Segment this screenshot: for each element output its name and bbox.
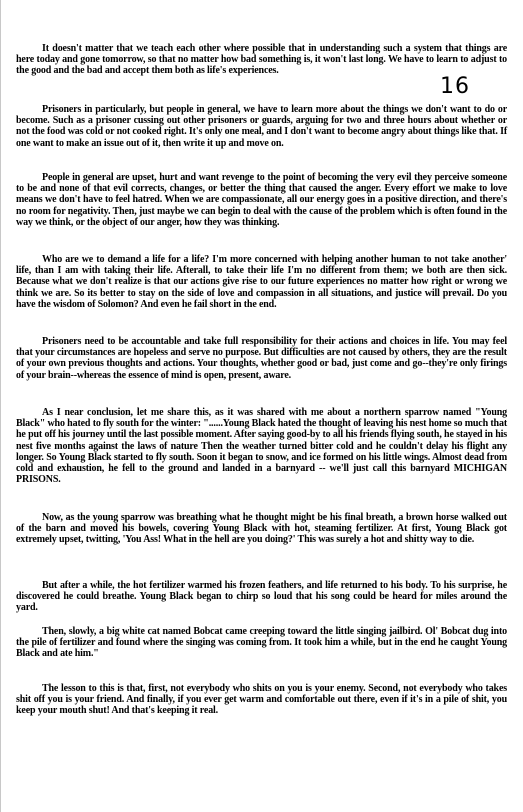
- paragraph-accountability: [16, 336, 507, 381]
- paragraph-text: It doesn't matter that we teach each other where possible that in understanding such a system that things are here today and gone tomorrow, so that no matter how bad something is, it won't last long. We have to learn to adjust to the good and the bad and accept them both as life's experiences.: [16, 43, 507, 77]
- page-scan-edge-left: [0, 0, 1, 812]
- paragraph-brown-horse: [16, 512, 507, 546]
- paragraph-lesson: [16, 683, 507, 717]
- paragraph-bobcat: [16, 626, 507, 660]
- paragraph-adjust-to-life: [16, 43, 507, 77]
- paragraph-text: As I near conclusion, let me share this, as it was shared with me about a northern sparrow named "Young Black" who hated to fly south for the winter: "......Young Black hated the thought of leaving his nest home so much that he put off his journey until the last possible moment. After saying good-by to all his friends flying south, he stayed in his nest five months against the laws of nature Then the weather turned bitter cold and he couldn't delay his flight any longer. So Young Black started to fly south. Soon it began to snow, and ice formed on his little wings. Almost dead from cold and exhaustion, he fell to the ground and landed in a barnyard -- we'll just call this barnyard MICHIGAN PRISONS.: [16, 407, 507, 486]
- paragraph-text: Prisoners need to be accountable and take full responsibility for their actions and choices in life. You may feel that your circumstances are hopeless and serve no purpose. But difficulties are not caused by others, they are the result of your own previous thoughts and actions. Your thoughts, whether good or bad, just come and go--they're only firings of your brain--whereas the essence of mind is open, present, aware.: [16, 336, 507, 381]
- handwritten-page-number: 16: [440, 74, 470, 99]
- paragraph-prisoners-in-general: [16, 104, 507, 149]
- paragraph-text: The lesson to this is that, first, not everybody who shits on you is your enemy. Second, not everybody who takes shit off you is your friend. And finally, if you ever get warm and comfortable out there, even if it's in a pile of shit, you keep your mouth shut! And that's keeping it real.: [16, 683, 507, 717]
- paragraph-text: Who are we to demand a life for a life? I'm more concerned with helping another human to not take another' life, than I am with taking their life. Afterall, to take their life I'm no different from them; we both are then sick. Because what we don't realize is that our actions give rise to our future experiences no matter how right or wrong we think we are. So its better to stay on the side of love and compassion in all situations, and justice will prevail. Do you have the wisdom of Solomon? And even he fail short in the end.: [16, 254, 507, 310]
- paragraph-text: Then, slowly, a big white cat named Bobcat came creeping toward the little singing jailbird. Ol' Bobcat dug into the pile of fertilizer and found where the singing was coming from. It took him a while, but in the end he caught Young Black and ate him.": [16, 626, 507, 660]
- paragraph-revenge: [16, 172, 507, 228]
- paragraph-text: But after a while, the hot fertilizer warmed his frozen feathers, and life returned to his body. To his surprise, he discovered he could breathe. Young Black began to chirp so loud that his song could be heard for miles around the yard.: [16, 580, 507, 614]
- paragraph-life-for-a-life: [16, 254, 507, 310]
- paragraph-text: Prisoners in particularly, but people in general, we have to learn more about the things we don't want to do or become. Such as a prisoner cussing out other prisoners or guards, arguing for two and three hours about whether or not the food was cold or not cooked right. It's only one meal, and I don't want to become angry about things like that. If one want to make an issue out of it, then write it up and move on.: [16, 104, 507, 149]
- paragraph-text: People in general are upset, hurt and want revenge to the point of becoming the very evil they perceive someone to be and none of that evil corrects, changes, or better the thing that caused the anger. Every effort we make to love means we don't have to feel hatred. When we are compassionate, all our energy goes in a positive direction, and there's no room for negativity. Then, just maybe we can begin to deal with the cause of the problem which is often found in the way we think, or the object of our anger, how they was thinking.: [16, 172, 507, 228]
- paragraph-young-black-story: [16, 407, 507, 485]
- paragraph-warm-fertilizer: [16, 580, 507, 614]
- paragraph-text: Now, as the young sparrow was breathing what he thought might be his final breath, a brown horse walked out of the barn and moved his bowels, covering Young Black with hot, steaming fertilizer. At first, Young Black got extremely upset, twitting, 'You Ass! What in the hell are you doing?' This was surely a hot and shitty way to die.: [16, 512, 507, 546]
